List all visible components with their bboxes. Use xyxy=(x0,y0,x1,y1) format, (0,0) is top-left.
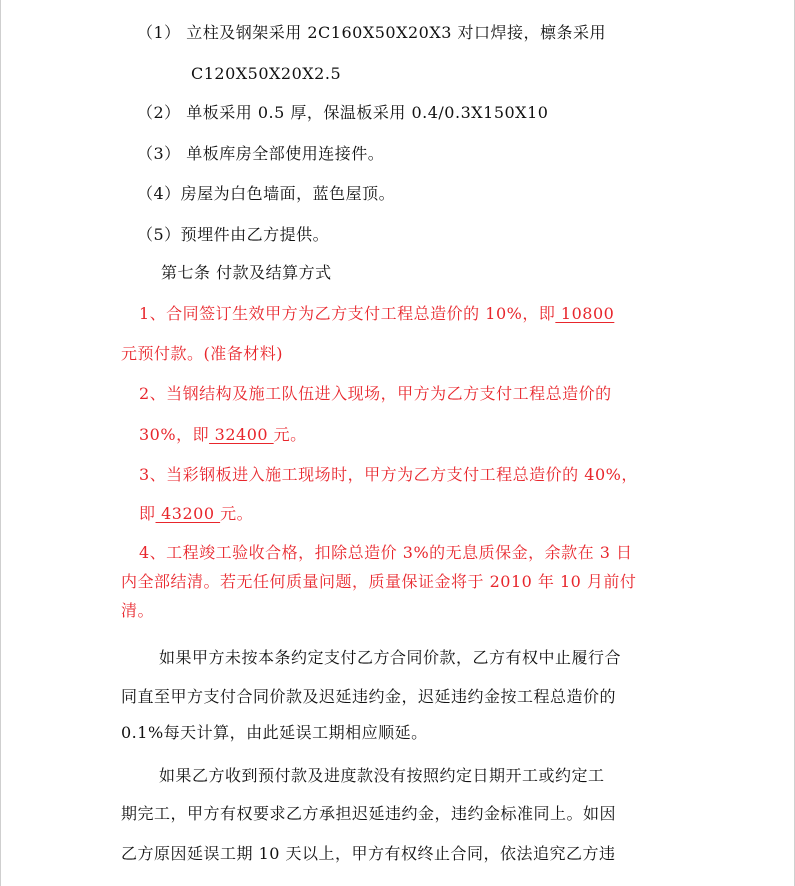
item-1-line-1: （1） 立柱及钢架采用 2C160X50X20X3 对口焊接，檩条采用 xyxy=(137,23,606,42)
para-2-line-2: 期完工，甲方有权要求乙方承担迟延违约金，违约金标准同上。如因 xyxy=(121,804,617,823)
article-title: 第七条 付款及结算方式 xyxy=(161,263,332,282)
payment-4-line-3: 清。 xyxy=(121,601,155,620)
payment-1-line-1 xyxy=(139,303,614,325)
payment-1-line-2: 元预付款。(准备材料) xyxy=(121,344,283,363)
item-3: （3） 单板库房全部使用连接件。 xyxy=(137,144,385,163)
payment-2-text: 30%，即 xyxy=(139,425,210,444)
payment-1-text: 1、合同签订生效甲方为乙方支付工程总造价的 10%，即 xyxy=(139,304,556,323)
payment-1-amount: 10800 xyxy=(555,304,615,323)
payment-2-line-2 xyxy=(139,424,307,446)
payment-4-line-2: 内全部结清。若无任何质量问题，质量保证金将于 2010 年 10 月前付 xyxy=(121,572,637,591)
payment-3-line-1: 3、当彩钢板进入施工现场时，甲方为乙方支付工程总造价的 40%， xyxy=(139,465,638,484)
payment-2-line-1: 2、当钢结构及施工队伍进入现场，甲方为乙方支付工程总造价的 xyxy=(139,384,612,403)
payment-2-unit: 元。 xyxy=(273,425,307,444)
para-1-line-2: 同直至甲方支付合同价款及迟延违约金，迟延违约金按工程总造价的 xyxy=(121,687,617,706)
item-5: （5）预埋件由乙方提供。 xyxy=(137,225,330,244)
payment-3-line-2 xyxy=(139,503,253,525)
payment-3-text: 即 xyxy=(139,504,156,523)
payment-3-unit: 元。 xyxy=(220,504,254,523)
para-1-line-1: 如果甲方未按本条约定支付乙方合同价款，乙方有权中止履行合 xyxy=(159,648,622,667)
para-2-line-3: 乙方原因延误工期 10 天以上，甲方有权终止合同，依法追究乙方违 xyxy=(121,844,616,863)
item-1-line-2: C120X50X20X2.5 xyxy=(191,64,342,83)
payment-4-line-1: 4、工程竣工验收合格，扣除总造价 3%的无息质保金，余款在 3 日 xyxy=(139,543,633,562)
payment-3-amount: 43200 xyxy=(155,504,221,523)
para-2-line-1: 如果乙方收到预付款及进度款没有按照约定日期开工或约定工 xyxy=(159,766,605,785)
item-2: （2） 单板采用 0.5 厚，保温板采用 0.4/0.3X150X10 xyxy=(137,103,549,122)
item-4: （4）房屋为白色墙面，蓝色屋顶。 xyxy=(137,184,396,203)
para-1-line-3: 0.1%每天计算，由此延误工期相应顺延。 xyxy=(121,723,428,742)
payment-2-amount: 32400 xyxy=(209,425,274,444)
